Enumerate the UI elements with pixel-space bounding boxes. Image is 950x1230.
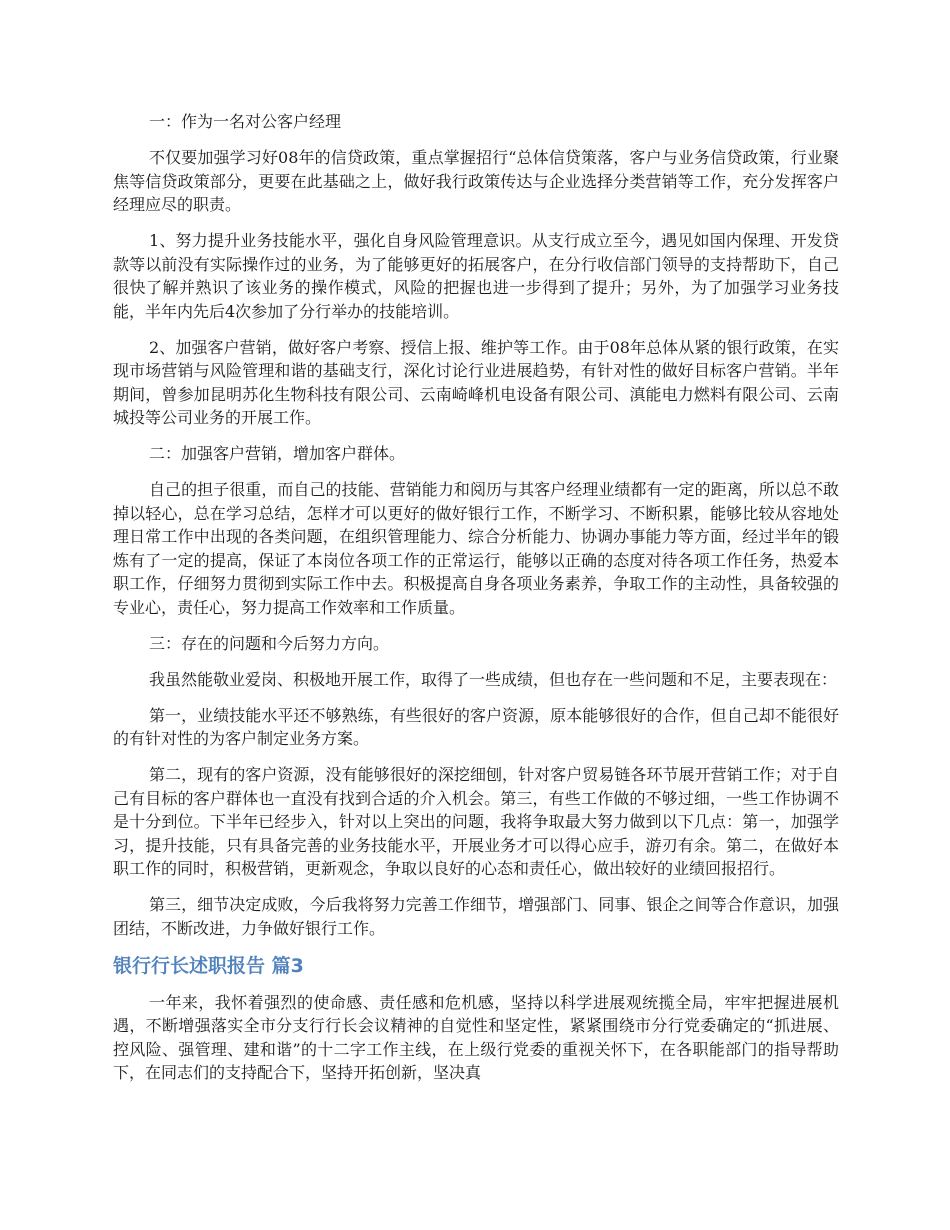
- paragraph-heading-one: 一：作为一名对公客户经理: [149, 112, 342, 131]
- section-heading: 银行行长述职报告 篇3: [113, 954, 304, 977]
- paragraph: 第二，现有的客户资源，没有能够很好的深挖细刨，针对客户贸易链各环节展开营销工作；对于自己有目标的客户群体也一直没有找到合适的介入机会。第三，有些工作做的不够过细，一些工作协调不是十分到位。下半年已经步入，针对以上突出的问题，我将争取最大努力做到以下几点：第一，加强学习，提升技能，只有具备完善的业务技能水平，开展业务才可以得心应手，游刃有余。第二，在做好本职工作的同时，积极营销，更新观念，争取以良好的心态和责任心，做出较好的业绩回报招行。: [113, 765, 839, 878]
- paragraph: 不仅要加强学习好08年的信贷政策，重点掌握招行“总体信贷策落，客户与业务信贷政策，行业聚焦等信贷政策部分，更要在此基础之上，做好我行政策传达与企业选择分类营销等工作，充分发挥客户经理应尽的职责。: [113, 148, 839, 214]
- paragraph: 我虽然能敬业爱岗、积极地开展工作，取得了一些成绩，但也存在一些问题和不足，主要表现在：: [149, 669, 838, 689]
- paragraph-heading-three: 三：存在的问题和今后努力方向。: [149, 633, 390, 653]
- paragraph: 1、努力提升业务技能水平，强化自身风险管理意识。从支行成立至今，遇见如国内保理、开发贷款等以前没有实际操作过的业务，为了能够更好的拓展客户，在分行收信部门领导的支持帮助下，自己很快了解并熟识了该业务的操作模式，风险的把握也进一步得到了提升；另外，为了加强学习业务技能，半年内先后4次参加了分行举办的技能培训。: [113, 231, 839, 321]
- paragraph: 2、加强客户营销，做好客户考察、授信上报、维护等工作。由于08年总体从紧的银行政策，在实现市场营销与风险管理和谐的基础支行，深化讨论行业进展趋势，有针对性的做好目标客户营销。半年期间，曾参加昆明苏化生物科技有限公司、云南崎峰机电设备有限公司、滇能电力燃料有限公司、云南城投等公司业务的开展工作。: [113, 337, 839, 427]
- paragraph: 一年来，我怀着强烈的使命感、责任感和危机感，坚持以科学进展观统揽全局，牢牢把握进展机遇，不断增强落实全市分支行行长会议精神的自觉性和坚定性，紧紧围绕市分行党委确定的“抓进展、控风险、强管理、建和谐”的十二字工作主线，在上级行党委的重视关怀下，在各职能部门的指导帮助下，在同志们的支持配合下，坚持开拓创新，坚决真: [113, 992, 839, 1082]
- paragraph: 自己的担子很重，而自己的技能、营销能力和阅历与其客户经理业绩都有一定的距离，所以总不敢掉以轻心，总在学习总结，怎样才可以更好的做好银行工作，不断学习、不断积累，能够比较从容地处理日常工作中出现的各类问题，在组织管理能力、综合分析能力、协调办事能力等方面，经过半年的锻炼有了一定的提高，保证了本岗位各项工作的正常运行，能够以正确的态度对待各项工作任务，热爱本职工作，仔细努力贯彻到实际工作中去。积极提高自身各项业务素养，争取工作的主动性，具备较强的专业心，责任心，努力提高工作效率和工作质量。: [113, 480, 839, 617]
- paragraph: 第一，业绩技能水平还不够熟练，有些很好的客户资源，原本能够很好的合作，但自己却不能很好的有针对性的为客户制定业务方案。: [113, 705, 839, 748]
- paragraph: 第三，细节决定成败，今后我将努力完善工作细节，增强部门、同事、银企之间等合作意识，加强团结，不断改进，力争做好银行工作。: [113, 895, 839, 938]
- document-page: [113, 110, 839, 1097]
- paragraph-heading-two: 二：加强客户营销，增加客户群体。: [149, 444, 406, 463]
